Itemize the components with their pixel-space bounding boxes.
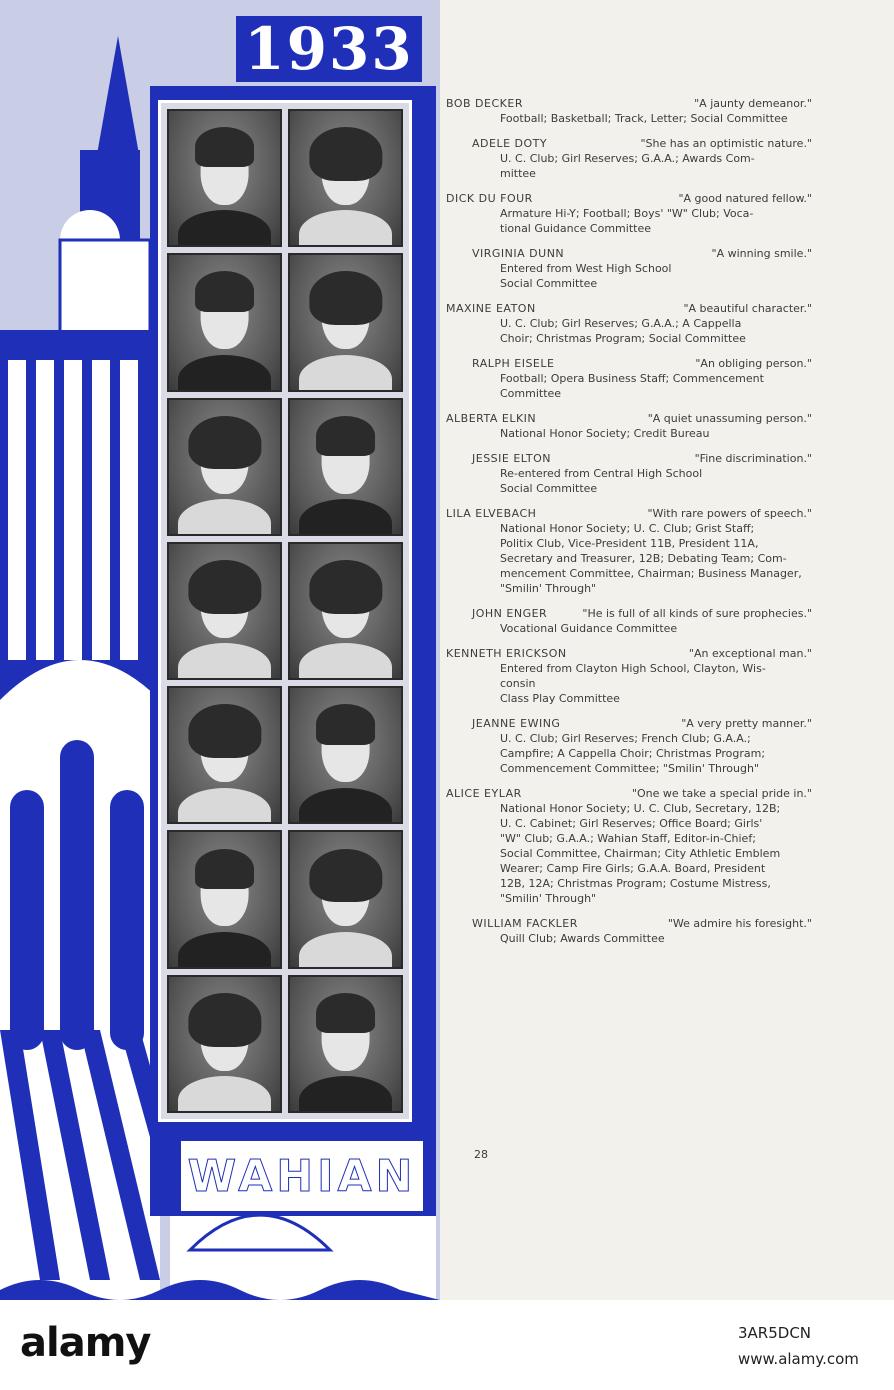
senior-entry — [446, 136, 812, 181]
student-portrait — [167, 830, 282, 968]
entry-header — [446, 96, 812, 111]
activity-line: Secretary and Treasurer, 12B; Debating Team; Com- — [500, 552, 787, 565]
student-quote: "A very pretty manner." — [681, 717, 812, 730]
entry-header — [446, 191, 812, 206]
senior-entry — [446, 716, 812, 776]
senior-entry — [446, 191, 812, 236]
activity-line: U. C. Club; Girl Reserves; G.A.A.; Awards Com- — [500, 152, 755, 165]
entry-header — [446, 786, 812, 801]
student-quote: "With rare powers of speech." — [647, 507, 812, 520]
activity-line: "W" Club; G.A.A.; Wahian Staff, Editor-in-Chief; — [500, 832, 756, 845]
student-name: KENNETH ERICKSON — [446, 647, 567, 660]
entry-header — [472, 246, 812, 261]
activity-line: Committee — [500, 387, 562, 400]
activity-line: Commencement Committee; "Smilin' Through" — [500, 762, 760, 775]
image-id: 3AR5DCN — [738, 1324, 812, 1342]
activity-line: National Honor Society; Credit Bureau — [500, 427, 710, 440]
student-portrait — [288, 109, 403, 247]
student-quote: "A beautiful character." — [683, 302, 812, 315]
senior-entry — [446, 356, 812, 401]
student-portrait — [167, 109, 282, 247]
senior-entry — [446, 96, 812, 126]
watermark-banner — [0, 1300, 894, 1390]
student-quote: "An obliging person." — [695, 357, 812, 370]
student-quote: "A jaunty demeanor." — [694, 97, 812, 110]
activity-line: "Smilin' Through" — [500, 582, 597, 595]
student-portrait — [167, 398, 282, 536]
photo-frame — [158, 100, 412, 1122]
activity-line: Entered from Clayton High School, Clayton, Wis- — [500, 662, 766, 675]
activity-line: Politix Club, Vice-President 11B, President 11A, — [500, 537, 759, 550]
activity-line: Re-entered from Central High School — [500, 467, 703, 480]
activity-line: U. C. Club; Girl Reserves; French Club; G.A.A.; — [500, 732, 751, 745]
activity-line: Vocational Guidance Committee — [500, 622, 678, 635]
entry-header — [446, 411, 812, 426]
student-quote: "Fine discrimination." — [694, 452, 812, 465]
student-portrait — [288, 253, 403, 391]
entry-header — [472, 136, 812, 151]
student-name: MAXINE EATON — [446, 302, 536, 315]
entry-header — [472, 451, 812, 466]
senior-entry — [446, 451, 812, 496]
senior-entry — [446, 786, 812, 906]
student-name: RALPH EISELE — [472, 357, 555, 370]
activity-line: Social Committee, Chairman; City Athletic Emblem — [500, 847, 781, 860]
activity-line: Class Play Committee — [500, 692, 620, 705]
activity-line: Campfire; A Cappella Choir; Christmas Program; — [500, 747, 766, 760]
decorative-art-column — [0, 0, 440, 1300]
activity-line: Football; Opera Business Staff; Commencement — [500, 372, 764, 385]
student-name: ALBERTA ELKIN — [446, 412, 537, 425]
student-portrait — [167, 686, 282, 824]
activity-line: U. C. Club; Girl Reserves; G.A.A.; A Cappella — [500, 317, 742, 330]
activity-line: U. C. Cabinet; Girl Reserves; Office Board; Girls' — [500, 817, 763, 830]
student-name: ALICE EYLAR — [446, 787, 522, 800]
student-quote: "A winning smile." — [711, 247, 812, 260]
activity-line: Football; Basketball; Track, Letter; Social Committee — [500, 112, 788, 125]
senior-entry — [446, 506, 812, 596]
student-name: VIRGINIA DUNN — [472, 247, 565, 260]
student-portrait — [167, 253, 282, 391]
site-url: www.alamy.com — [738, 1350, 859, 1368]
entry-header — [446, 301, 812, 316]
student-portrait — [288, 975, 403, 1113]
activity-line: Entered from West High School — [500, 262, 672, 275]
student-portrait — [167, 542, 282, 680]
student-portrait — [288, 398, 403, 536]
senior-entries-list — [446, 96, 812, 956]
page-number: 28 — [474, 1148, 488, 1161]
activity-line: National Honor Society; U. C. Club; Grist Staff; — [500, 522, 755, 535]
activity-line: tional Guidance Committee — [500, 222, 651, 235]
student-portrait — [288, 542, 403, 680]
wahian-logo-banner — [178, 1138, 426, 1214]
senior-entry — [446, 606, 812, 636]
student-portrait — [167, 975, 282, 1113]
alamy-logo: alamy — [20, 1320, 151, 1366]
student-quote: "One we take a special pride in." — [631, 787, 812, 800]
student-quote: "A quiet unassuming person." — [647, 412, 812, 425]
activity-line: Social Committee — [500, 482, 598, 495]
senior-entry — [446, 301, 812, 346]
year-label: 1933 — [244, 15, 414, 83]
senior-entry — [446, 646, 812, 706]
entry-header — [472, 606, 812, 621]
student-quote: "She has an optimistic nature." — [640, 137, 812, 150]
activity-line: Wearer; Camp Fire Girls; G.A.A. Board, President — [500, 862, 766, 875]
activity-line: Armature Hi-Y; Football; Boys' "W" Club; Voca- — [500, 207, 754, 220]
activity-line: Quill Club; Awards Committee — [500, 932, 665, 945]
student-name: LILA ELVEBACH — [446, 507, 537, 520]
student-quote: "An exceptional man." — [688, 647, 812, 660]
year-badge — [236, 16, 422, 82]
senior-entry — [446, 246, 812, 291]
student-name: JESSIE ELTON — [472, 452, 552, 465]
student-quote: "He is full of all kinds of sure prophecies." — [582, 607, 812, 620]
entry-header — [472, 916, 812, 931]
student-quote: "We admire his foresight." — [667, 917, 812, 930]
activity-line: National Honor Society; U. C. Club, Secretary, 12B; — [500, 802, 781, 815]
student-portrait — [288, 830, 403, 968]
activity-line: "Smilin' Through" — [500, 892, 597, 905]
entry-header — [446, 646, 812, 661]
student-quote: "A good natured fellow." — [678, 192, 812, 205]
student-name: ADELE DOTY — [472, 137, 548, 150]
activity-line: 12B, 12A; Christmas Program; Costume Mistress, — [500, 877, 771, 890]
student-name: DICK DU FOUR — [446, 192, 533, 205]
entry-header — [472, 356, 812, 371]
student-name: JEANNE EWING — [472, 717, 561, 730]
activity-line: mittee — [500, 167, 536, 180]
activity-line: consin — [500, 677, 536, 690]
student-name: JOHN ENGER — [472, 607, 548, 620]
senior-entry — [446, 411, 812, 441]
entry-header — [446, 506, 812, 521]
wahian-title: WAHIAN — [187, 1150, 417, 1202]
student-portrait — [288, 686, 403, 824]
portrait-grid — [167, 109, 403, 1113]
activity-line: Social Committee — [500, 277, 598, 290]
activity-line: mencement Committee, Chairman; Business Manager, — [500, 567, 802, 580]
student-name: BOB DECKER — [446, 97, 523, 110]
senior-entry — [446, 916, 812, 946]
activity-line: Choir; Christmas Program; Social Committee — [500, 332, 746, 345]
entry-header — [472, 716, 812, 731]
student-name: WILLIAM FACKLER — [472, 917, 578, 930]
